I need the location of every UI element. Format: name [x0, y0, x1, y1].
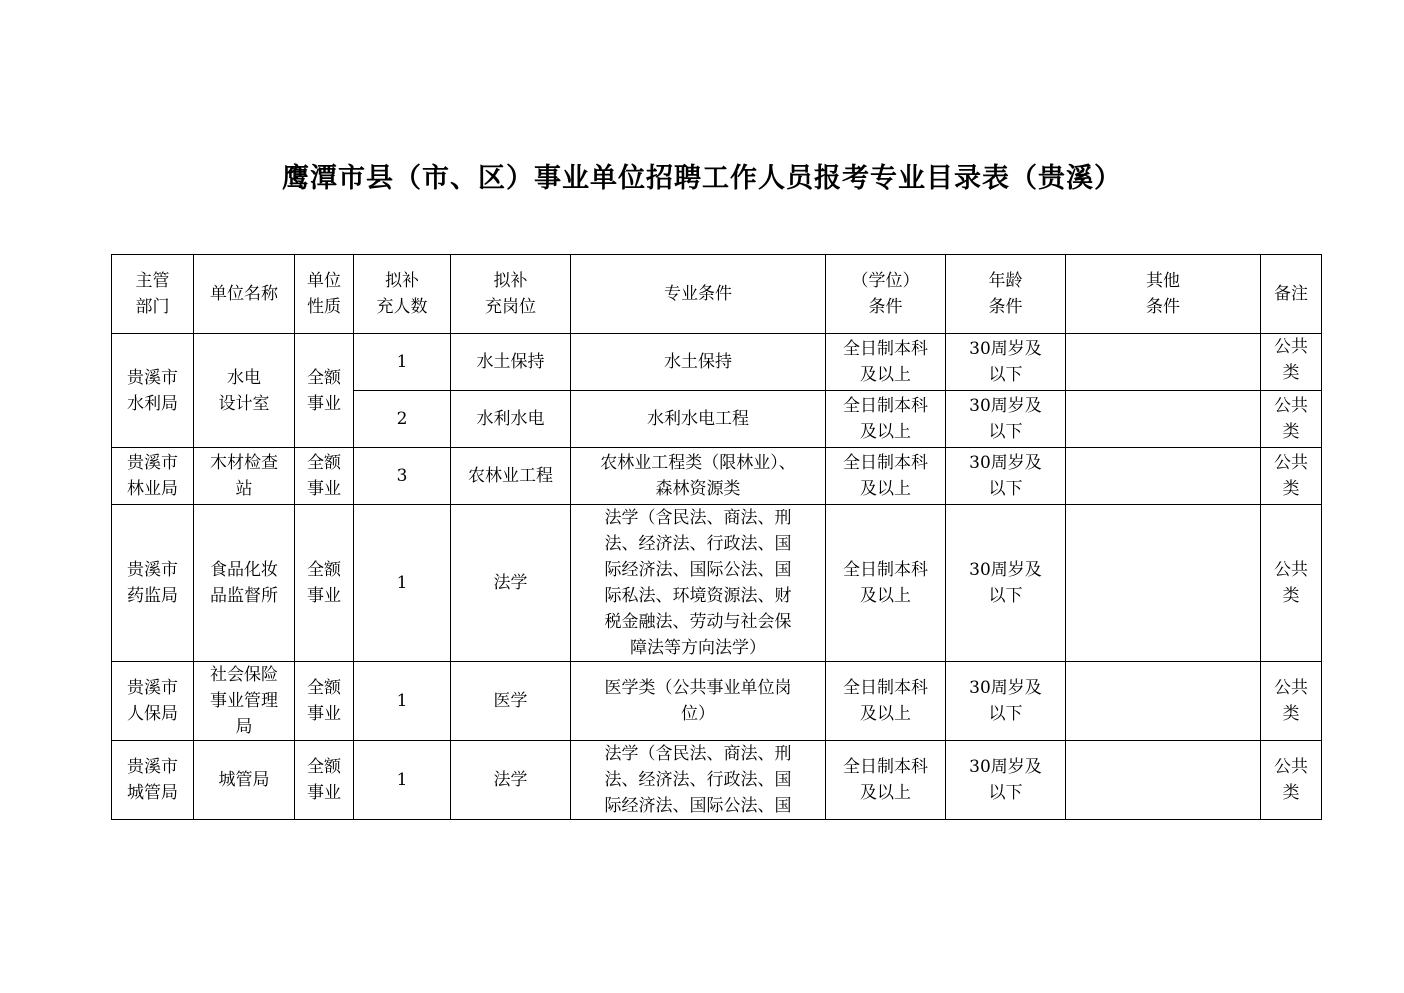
cell-degree: 全日制本科 及以上	[826, 391, 946, 448]
cell-count: 3	[354, 448, 451, 505]
cell-age: 30周岁及 以下	[946, 505, 1066, 662]
cell-degree: 全日制本科 及以上	[826, 741, 946, 820]
cell-nature: 全额 事业	[295, 334, 354, 448]
cell-age: 30周岁及 以下	[946, 391, 1066, 448]
cell-count: 1	[354, 741, 451, 820]
cell-post: 法学	[451, 741, 571, 820]
cell-other	[1066, 334, 1261, 391]
cell-other	[1066, 391, 1261, 448]
cell-post: 农林业工程	[451, 448, 571, 505]
header-post: 拟补 充岗位	[451, 255, 571, 334]
cell-other	[1066, 662, 1261, 741]
cell-age: 30周岁及 以下	[946, 334, 1066, 391]
cell-degree: 全日制本科 及以上	[826, 448, 946, 505]
cell-dept: 贵溪市 人保局	[112, 662, 194, 741]
header-age: 年龄 条件	[946, 255, 1066, 334]
header-unit: 单位名称	[194, 255, 295, 334]
cell-unit: 城管局	[194, 741, 295, 820]
header-note: 备注	[1261, 255, 1322, 334]
cell-dept: 贵溪市 水利局	[112, 334, 194, 448]
cell-unit: 木材检查 站	[194, 448, 295, 505]
cell-unit: 水电 设计室	[194, 334, 295, 448]
cell-other	[1066, 741, 1261, 820]
cell-nature: 全额 事业	[295, 662, 354, 741]
cell-major: 法学（含民法、商法、刑 法、经济法、行政法、国 际经济法、国际公法、国 际私法、环境资源法、财 税金融法、劳动与社会保 障法等方向法学）	[571, 505, 826, 662]
cell-age: 30周岁及 以下	[946, 741, 1066, 820]
header-degree: （学位） 条件	[826, 255, 946, 334]
cell-note: 公共 类	[1261, 391, 1322, 448]
cell-count: 1	[354, 334, 451, 391]
cell-nature: 全额 事业	[295, 741, 354, 820]
cell-post: 水土保持	[451, 334, 571, 391]
cell-major: 医学类（公共事业单位岗 位）	[571, 662, 826, 741]
header-count: 拟补 充人数	[354, 255, 451, 334]
cell-post: 法学	[451, 505, 571, 662]
cell-note: 公共 类	[1261, 662, 1322, 741]
table-row	[112, 741, 1322, 820]
cell-note: 公共 类	[1261, 505, 1322, 662]
table-row	[112, 448, 1322, 505]
table-header-row	[112, 255, 1322, 334]
header-major: 专业条件	[571, 255, 826, 334]
table-row	[112, 505, 1322, 662]
cell-major: 法学（含民法、商法、刑 法、经济法、行政法、国 际经济法、国际公法、国	[571, 741, 826, 820]
cell-major: 水利水电工程	[571, 391, 826, 448]
cell-count: 2	[354, 391, 451, 448]
cell-post: 水利水电	[451, 391, 571, 448]
cell-degree: 全日制本科 及以上	[826, 334, 946, 391]
cell-other	[1066, 448, 1261, 505]
cell-major: 水土保持	[571, 334, 826, 391]
cell-post: 医学	[451, 662, 571, 741]
cell-note: 公共 类	[1261, 334, 1322, 391]
cell-count: 1	[354, 662, 451, 741]
header-dept: 主管 部门	[112, 255, 194, 334]
cell-age: 30周岁及 以下	[946, 662, 1066, 741]
recruitment-catalog-table	[111, 254, 1322, 820]
cell-major: 农林业工程类（限林业）、 森林资源类	[571, 448, 826, 505]
cell-degree: 全日制本科 及以上	[826, 505, 946, 662]
cell-dept: 贵溪市 城管局	[112, 741, 194, 820]
cell-dept: 贵溪市 药监局	[112, 505, 194, 662]
header-other: 其他 条件	[1066, 255, 1261, 334]
page-title: 鹰潭市县（市、区）事业单位招聘工作人员报考专业目录表（贵溪）	[282, 163, 1122, 194]
cell-dept: 贵溪市 林业局	[112, 448, 194, 505]
cell-age: 30周岁及 以下	[946, 448, 1066, 505]
cell-unit: 食品化妆 品监督所	[194, 505, 295, 662]
cell-unit: 社会保险 事业管理 局	[194, 662, 295, 741]
header-nature: 单位 性质	[295, 255, 354, 334]
cell-note: 公共 类	[1261, 741, 1322, 820]
cell-note: 公共 类	[1261, 448, 1322, 505]
cell-degree: 全日制本科 及以上	[826, 662, 946, 741]
cell-nature: 全额 事业	[295, 505, 354, 662]
cell-other	[1066, 505, 1261, 662]
table-row	[112, 662, 1322, 741]
cell-nature: 全额 事业	[295, 448, 354, 505]
table-row	[112, 334, 1322, 391]
cell-count: 1	[354, 505, 451, 662]
